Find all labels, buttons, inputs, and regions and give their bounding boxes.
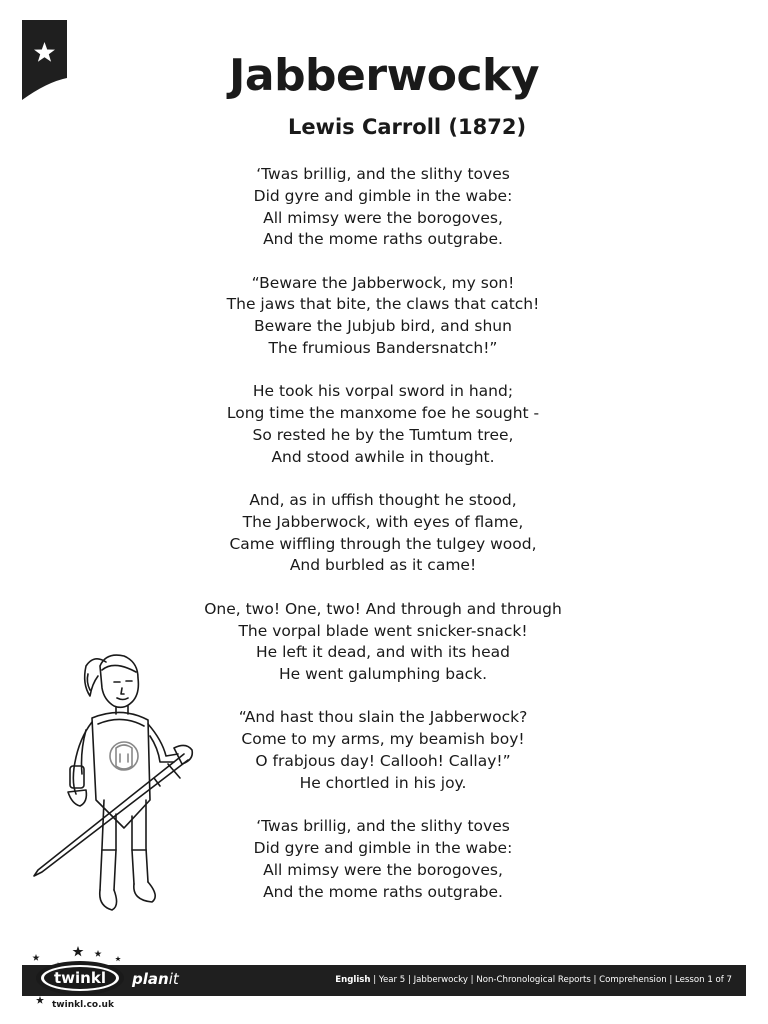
poem-line: Long time the manxome foe he sought - <box>226 404 540 423</box>
knight-illustration <box>28 644 208 916</box>
poem-line: Did gyre and gimble in the wabe: <box>253 186 513 205</box>
author-line: Lewis Carroll (1872) <box>287 115 527 139</box>
poem-line: And the mome raths outgrabe. <box>263 882 503 901</box>
poem-line: Did gyre and gimble in the wabe: <box>253 838 513 857</box>
poem-line: He chortled in his joy. <box>299 773 467 792</box>
poem-line: The jaws that bite, the claws that catch! <box>226 295 540 314</box>
logo-url[interactable]: twinkl.co.uk <box>52 1000 114 1010</box>
stanza-2 <box>190 273 576 360</box>
logo-text: twinkl <box>54 969 106 987</box>
breadcrumb-rest: | Year 5 | Jabberwocky | Non-Chronological Reports | Comprehension | Lesson 1 of 7 <box>370 975 732 985</box>
poem-line: ‘Twas brillig, and the slithy toves <box>256 165 510 183</box>
stanza-7 <box>190 816 576 903</box>
poem-line: And stood awhile in thought. <box>271 447 495 466</box>
stanza-3 <box>190 381 576 468</box>
poem-line: He took his vorpal sword in hand; <box>252 382 514 401</box>
poem-line: He left it dead, and with its head <box>255 643 510 662</box>
poem-line: And burbled as it came! <box>289 556 477 575</box>
planit-suffix: it <box>168 970 179 988</box>
stanza-6 <box>190 707 576 794</box>
poem-line: And, as in uffish thought he stood, <box>249 491 517 510</box>
poem-line: The Jabberwock, with eyes of flame, <box>242 512 524 531</box>
poem-line: One, two! One, two! And through and through <box>204 599 562 618</box>
poem-line: “Beware the Jabberwock, my son! <box>251 273 515 292</box>
poem-line: O frabjous day! Callooh! Callay!” <box>255 752 511 771</box>
planit-logo <box>132 970 179 988</box>
poem-line: Came wiffling through the tulgey wood, <box>229 534 537 553</box>
poem-line: All mimsy were the borogoves, <box>263 208 503 227</box>
stanza-1 <box>190 164 576 251</box>
poem-line: The frumious Bandersnatch!” <box>268 339 498 358</box>
poem-line: ‘Twas brillig, and the slithy toves <box>256 817 510 836</box>
poem-line: And the mome raths outgrabe. <box>263 230 503 249</box>
planit-main: plan <box>132 970 169 988</box>
poem-line: Come to my arms, my beamish boy! <box>241 730 525 749</box>
poem-body <box>190 164 576 925</box>
poem-line: He went galumphing back. <box>278 665 488 684</box>
footer-breadcrumb <box>335 975 732 985</box>
poem-line: Beware the Jubjub bird, and shun <box>254 317 512 336</box>
poem-line: The vorpal blade went snicker-snack! <box>238 621 528 640</box>
stanza-5 <box>190 599 576 686</box>
page-title: Jabberwocky <box>229 50 539 101</box>
stanza-4 <box>190 490 576 577</box>
poem-line: “And hast thou slain the Jabberwock? <box>238 708 528 727</box>
poem-line: So rested he by the Tumtum tree, <box>252 425 514 444</box>
breadcrumb-subject: English <box>335 975 371 985</box>
poem-line: All mimsy were the borogoves, <box>263 860 503 879</box>
